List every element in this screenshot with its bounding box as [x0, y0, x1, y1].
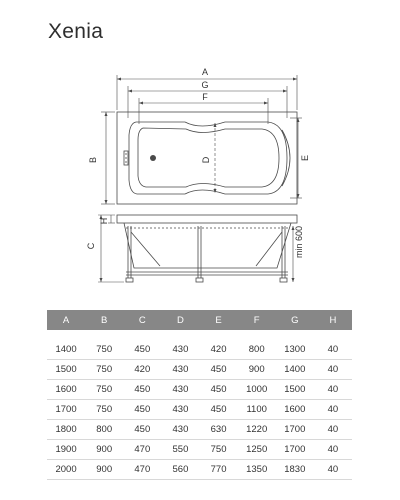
table-cell: 770: [200, 460, 238, 480]
column-header: B: [85, 310, 123, 335]
table-row: [47, 335, 352, 360]
table-cell: 1900: [47, 440, 85, 460]
table-cell: 420: [200, 335, 238, 360]
table-cell: 1830: [276, 460, 314, 480]
dim-label-h: H: [99, 217, 109, 225]
table-cell: 800: [238, 335, 276, 360]
table-row: [47, 380, 352, 400]
table-cell: 450: [123, 380, 161, 400]
table-cell: 750: [85, 380, 123, 400]
table-cell: 1000: [238, 380, 276, 400]
table-cell: 750: [85, 335, 123, 360]
tub-side-rim: [117, 215, 297, 223]
column-header: A: [47, 310, 85, 335]
table-cell: 40: [314, 460, 352, 480]
table-cell: 450: [200, 380, 238, 400]
table-cell: 1250: [238, 440, 276, 460]
table-cell: 1350: [238, 460, 276, 480]
dim-label-b: B: [88, 156, 98, 164]
table-cell: 750: [200, 440, 238, 460]
dimensions-table: [47, 310, 352, 480]
dim-label-d: D: [201, 156, 211, 164]
table-cell: 430: [161, 400, 199, 420]
dim-label-g: G: [201, 80, 209, 90]
table-row: [47, 360, 352, 380]
table-cell: 1100: [238, 400, 276, 420]
table-cell: 430: [161, 380, 199, 400]
table-cell: 1800: [47, 420, 85, 440]
dim-label-c: C: [86, 242, 96, 250]
column-header: D: [161, 310, 199, 335]
side-view: [117, 215, 297, 282]
table-cell: 1600: [47, 380, 85, 400]
table-cell: 450: [200, 400, 238, 420]
table-cell: 800: [85, 420, 123, 440]
tub-side-shell: [124, 223, 291, 268]
dim-label-a: A: [201, 67, 209, 77]
table-cell: 2000: [47, 460, 85, 480]
column-header: E: [200, 310, 238, 335]
table-cell: 1300: [276, 335, 314, 360]
table-cell: 420: [123, 360, 161, 380]
table-cell: 470: [123, 460, 161, 480]
table-cell: 450: [123, 420, 161, 440]
table-cell: 750: [85, 400, 123, 420]
dim-label-f: F: [202, 92, 208, 102]
support-feet: [126, 278, 287, 282]
table-cell: 1700: [276, 440, 314, 460]
table-cell: 1500: [276, 380, 314, 400]
table-cell: 1220: [238, 420, 276, 440]
table-cell: 1500: [47, 360, 85, 380]
table-row: [47, 400, 352, 420]
support-frame: [126, 226, 288, 278]
table-row: [47, 440, 352, 460]
column-header: G: [276, 310, 314, 335]
table-cell: 40: [314, 440, 352, 460]
column-header: F: [238, 310, 276, 335]
table-cell: 1400: [47, 335, 85, 360]
table-cell: 750: [85, 360, 123, 380]
table-cell: 40: [314, 420, 352, 440]
table-cell: 450: [123, 335, 161, 360]
table-cell: 900: [238, 360, 276, 380]
table-cell: 40: [314, 360, 352, 380]
table-cell: 550: [161, 440, 199, 460]
table-cell: 430: [161, 335, 199, 360]
table-cell: 40: [314, 335, 352, 360]
table-cell: 470: [123, 440, 161, 460]
table-cell: 450: [200, 360, 238, 380]
drain-icon: [150, 155, 156, 161]
table-cell: 450: [123, 400, 161, 420]
table-cell: 900: [85, 460, 123, 480]
product-title: Xenia: [48, 20, 104, 43]
dim-label-e: E: [300, 154, 310, 162]
table-cell: 1700: [276, 420, 314, 440]
headrest-curve: [282, 130, 290, 186]
table-cell: 630: [200, 420, 238, 440]
table-header-row: [47, 310, 352, 335]
table-cell: 430: [161, 360, 199, 380]
table-cell: 900: [85, 440, 123, 460]
table-cell: 40: [314, 400, 352, 420]
table-cell: 430: [161, 420, 199, 440]
dim-label-min600: min 600: [294, 225, 304, 259]
table-cell: 1700: [47, 400, 85, 420]
table-row: [47, 460, 352, 480]
table-row: [47, 420, 352, 440]
column-header: H: [314, 310, 352, 335]
table-cell: 560: [161, 460, 199, 480]
table-cell: 40: [314, 380, 352, 400]
table-cell: 1400: [276, 360, 314, 380]
table-cell: 1600: [276, 400, 314, 420]
column-header: C: [123, 310, 161, 335]
